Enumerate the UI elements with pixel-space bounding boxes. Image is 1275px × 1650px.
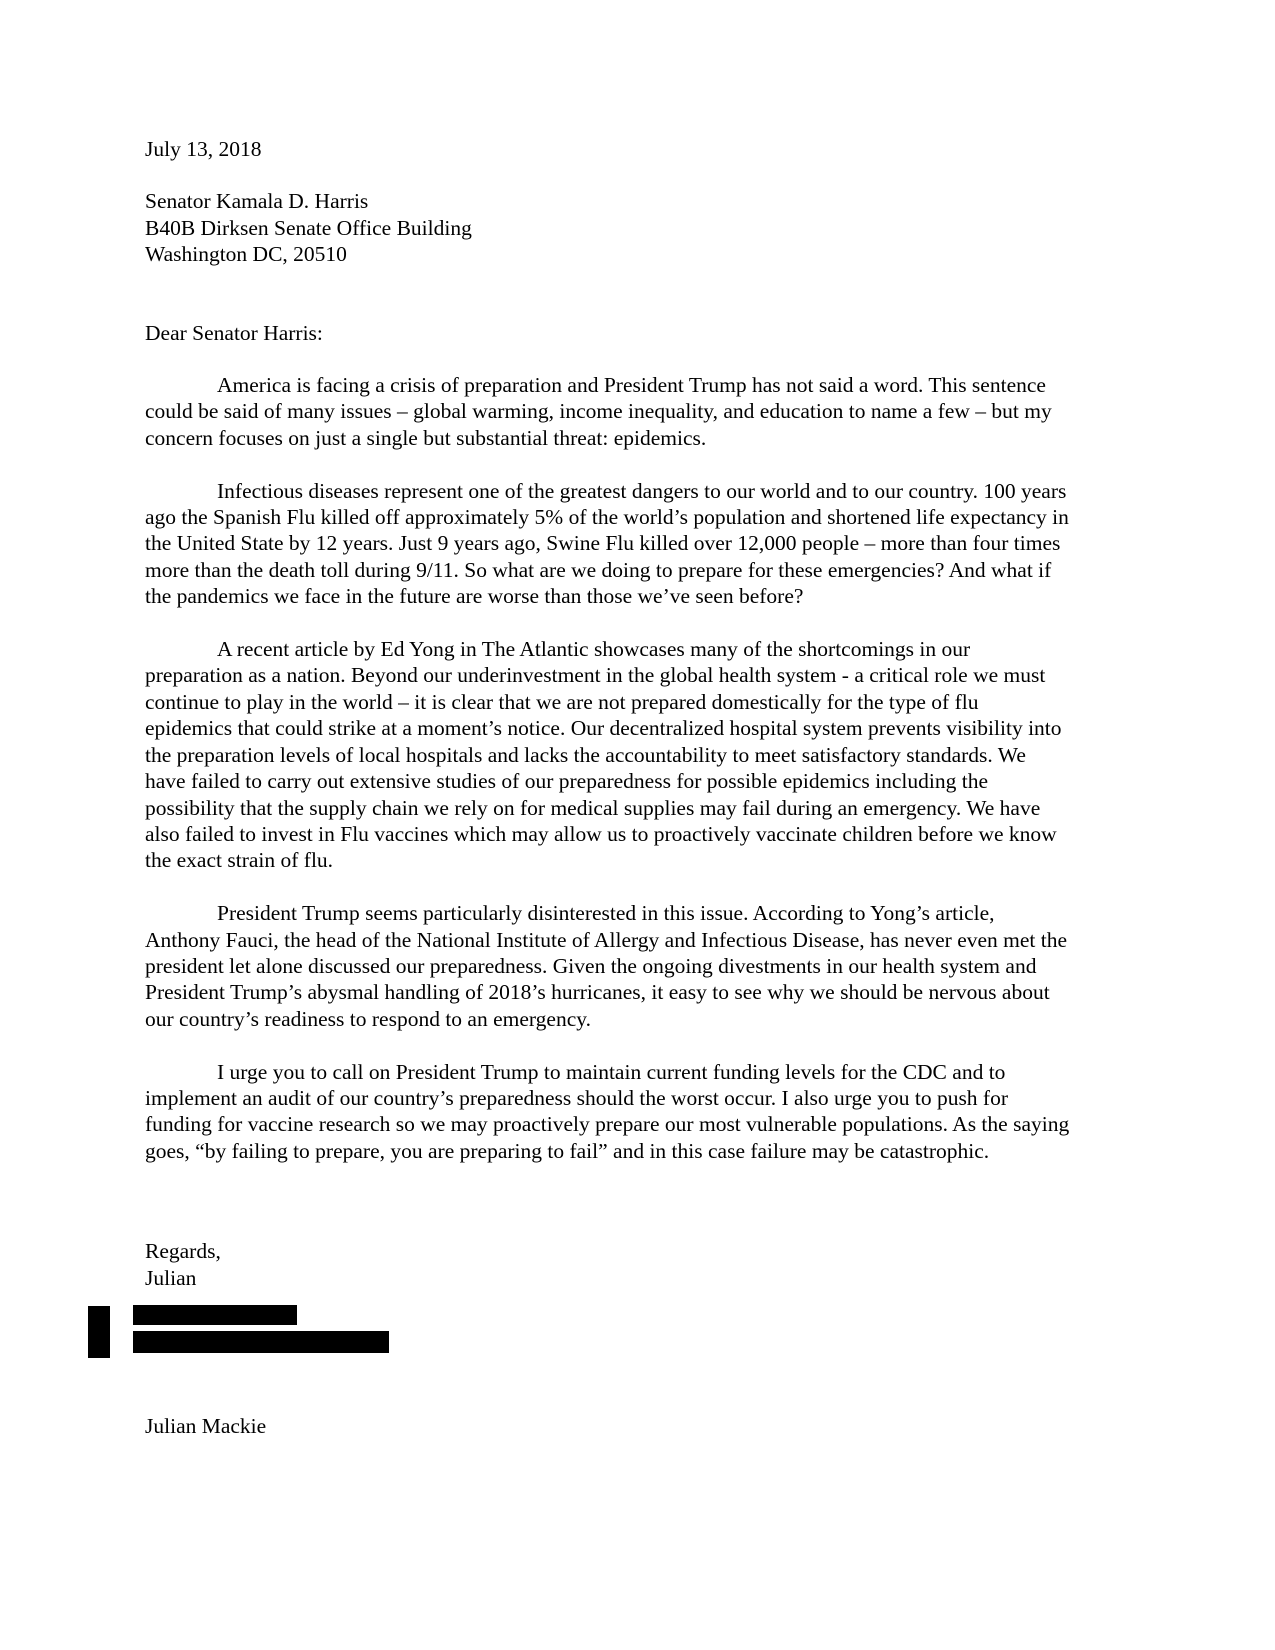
paragraph-4: President Trump seems particularly disinterested in this issue. According to Yong’s article, Anthony Fauci, the head of the National Institute of Allergy and Infectious Disease, has never even met the president let alone discussed our preparedness. Given the ongoing divestments in our health system and President Trump’s abysmal handling of 2018’s hurricanes, it easy to see why we should be nervous about our country’s readiness to respond to an emergency. bbox=[145, 901, 1068, 1031]
paragraph-1: America is facing a crisis of preparation and President Trump has not said a word. This sentence could be said of many issues – global warming, income inequality, and education to name a few – but my concern focuses on just a single but substantial threat: epidemics. bbox=[145, 373, 1052, 450]
salutation: Dear Senator Harris: bbox=[145, 320, 323, 345]
salutation-block bbox=[145, 320, 1070, 346]
recipient-address-block bbox=[145, 188, 1070, 267]
recipient-name: Senator Kamala D. Harris bbox=[145, 189, 369, 214]
letter-date: July 13, 2018 bbox=[145, 137, 262, 161]
date-block bbox=[145, 136, 1070, 162]
letter-body bbox=[145, 136, 1070, 1439]
recipient-address-line: B40B Dirksen Senate Office Building bbox=[145, 215, 472, 240]
letter-paragraphs bbox=[145, 372, 1070, 1164]
valediction: Regards, bbox=[145, 1239, 221, 1264]
paragraph-2: Infectious diseases represent one of the greatest dangers to our world and to our country. 100 years ago the Spanish Flu killed off approximately 5% of the world’s population and shortened life expectancy in the United State by 12 years. Just 9 years ago, Swine Flu killed over 12,000 people – more than four times more than the death toll during 9/11. So what are we doing to prepare for these emergencies? And what if the pandemics we face in the future are worse than those we’ve seen before? bbox=[145, 478, 1069, 609]
closing-block bbox=[145, 1238, 1070, 1291]
signer-full-name: Julian Mackie bbox=[145, 1413, 267, 1438]
paragraph-3: A recent article by Ed Yong in The Atlantic showcases many of the shortcomings in our preparation as a nation. Beyond our underinvestment in the global health system - a critical role we must continue to play in the world – it is clear that we are not prepared domestically for the type of flu epidemics that could strike at a moment’s notice. Our decentralized hospital system prevents visibility into the preparation levels of local hospitals and lacks the accountability to meet satisfactory standards. We have failed to carry out extensive studies of our preparedness for possible epidemics including the possibility that the supply chain we rely on for medical supplies may fail during an emergency. We have also failed to invest in Flu vaccines which may allow us to proactively vaccinate children before we know the exact strain of flu. bbox=[145, 637, 1062, 873]
signer-block bbox=[145, 1413, 1070, 1439]
redaction-bar-margin bbox=[88, 1306, 110, 1358]
signature-name: Julian bbox=[145, 1265, 197, 1290]
recipient-city-state-zip: Washington DC, 20510 bbox=[145, 242, 347, 267]
paragraph-5: I urge you to call on President Trump to maintain current funding levels for the CDC and to implement an audit of our country’s preparedness should the worst occur. I also urge you to push for funding for vaccine research so we may proactively prepare our most vulnerable populations. As the saying goes, “by failing to prepare, you are preparing to fail” and in this case failure may be catastrophic. bbox=[145, 1059, 1070, 1163]
